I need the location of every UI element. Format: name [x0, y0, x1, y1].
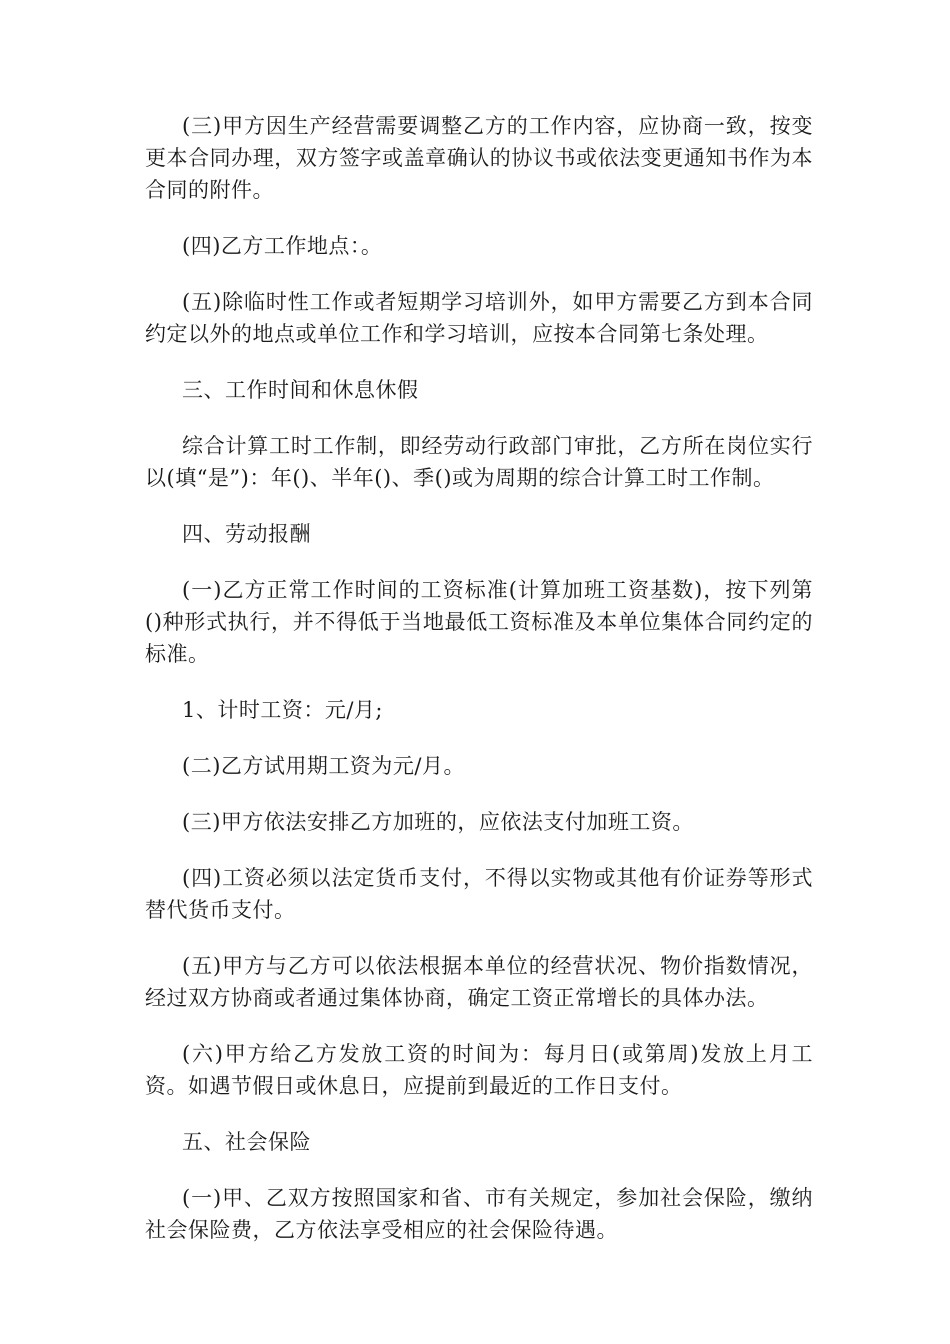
clause-paragraph: 综合计算工时工作制，即经劳动行政部门审批，乙方所在岗位实行以(填“是”)：年()、半年()、季()或为周期的综合计算工时工作制。: [145, 434, 813, 490]
clause-paragraph: (一)乙方正常工作时间的工资标准(计算加班工资基数)，按下列第()种形式执行，并不得低于当地最低工资标准及本单位集体合同约定的标准。: [145, 578, 813, 666]
section-heading: 四、劳动报酬: [182, 522, 311, 546]
clause-paragraph: (三)甲方依法安排乙方加班的，应依法支付加班工资。: [182, 810, 694, 834]
clause-paragraph: (五)除临时性工作或者短期学习培训外，如甲方需要乙方到本合同约定以外的地点或单位工作和学习培训，应按本合同第七条处理。: [145, 290, 813, 346]
clause-paragraph: (三)甲方因生产经营需要调整乙方的工作内容，应协商一致，按变更本合同办理，双方签字或盖章确认的协议书或依法变更通知书作为本合同的附件。: [145, 114, 813, 202]
clause-paragraph: (四)乙方工作地点：。: [182, 234, 383, 258]
clause-paragraph: (四)工资必须以法定货币支付，不得以实物或其他有价证券等形式替代货币支付。: [145, 866, 813, 922]
clause-paragraph: (一)甲、乙双方按照国家和省、市有关规定，参加社会保险，缴纳社会保险费，乙方依法享受相应的社会保险待遇。: [145, 1186, 813, 1242]
clause-paragraph: (六)甲方给乙方发放工资的时间为：每月日(或第周)发放上月工资。如遇节假日或休息日，应提前到最近的工作日支付。: [145, 1042, 813, 1098]
section-heading: 五、社会保险: [182, 1130, 311, 1154]
clause-paragraph: (二)乙方试用期工资为元/月。: [182, 754, 465, 778]
section-heading: 三、工作时间和休息休假: [182, 378, 419, 402]
document-body: [145, 110, 813, 1270]
clause-paragraph: (五)甲方与乙方可以依法根据本单位的经营状况、物价指数情况，经过双方协商或者通过集体协商，确定工资正常增长的具体办法。: [145, 954, 813, 1010]
clause-paragraph: 1、计时工资：元/月;: [182, 698, 384, 722]
